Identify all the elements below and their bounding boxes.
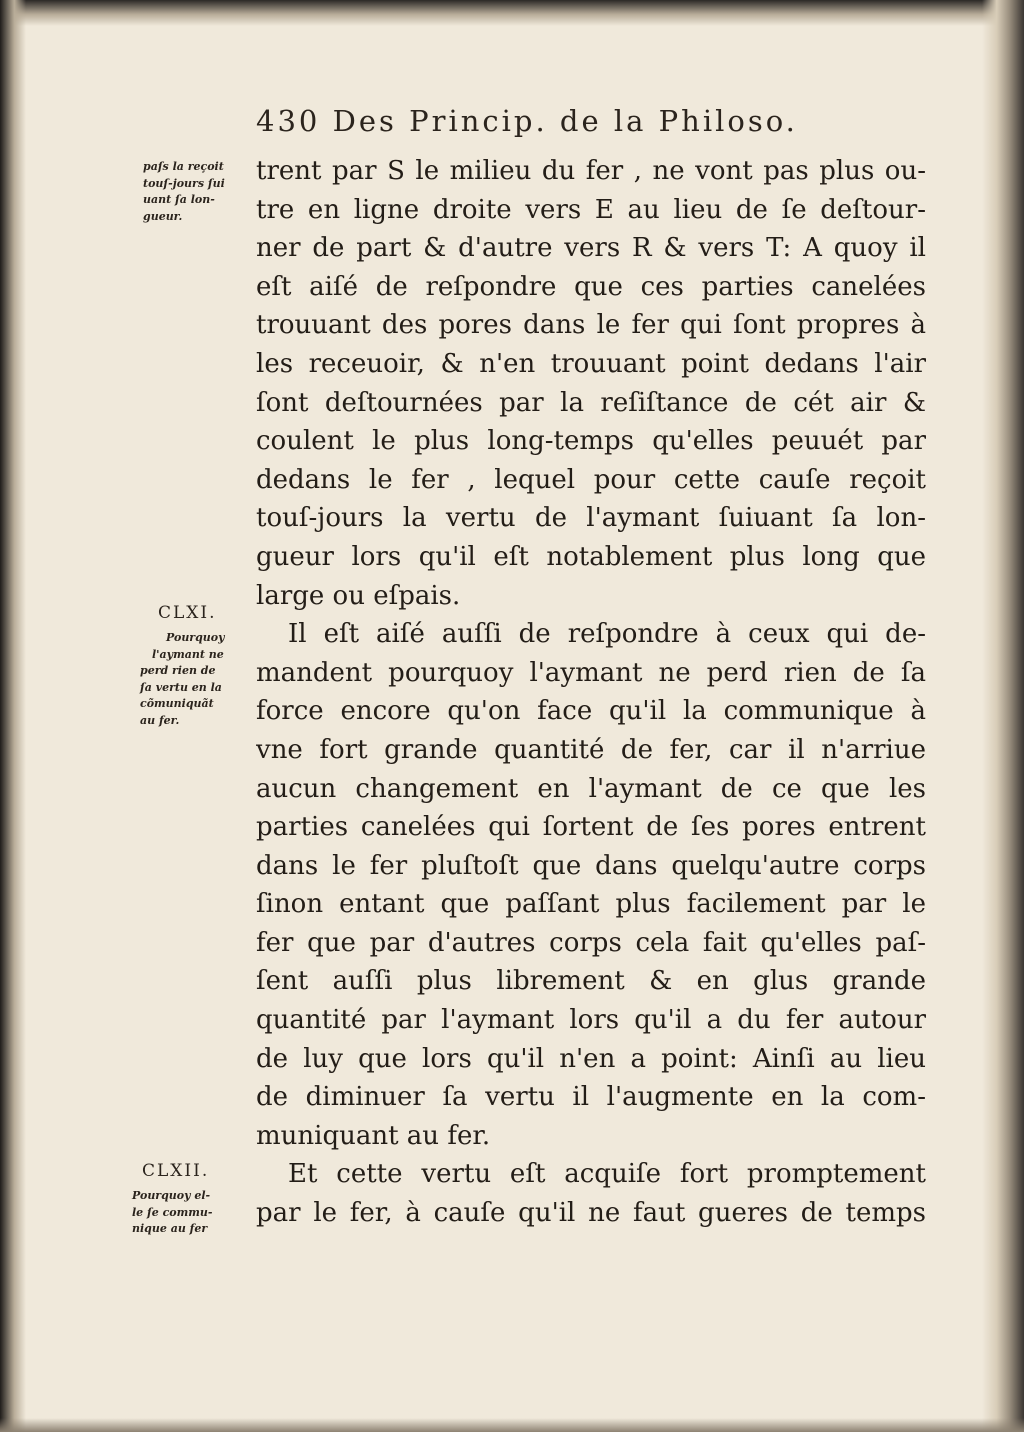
text-line: aucun changement en l'aymant de ce que les: [256, 773, 926, 804]
text-line: mandent pourquoy l'aymant ne perd rien de ſa: [256, 657, 926, 688]
text-line: ner de part & d'autre vers R & vers T: A quoy il: [256, 233, 926, 264]
text-line: touſ-jours la vertu de l'aymant ſuiuant ſa lon-: [256, 503, 926, 534]
margin-note-1: [143, 159, 225, 225]
text-line: ſinon entant que paſſant plus facilement par le: [256, 889, 926, 920]
margin-note-line: cõmuniquãt: [140, 697, 214, 710]
text-line: dedans le fer , lequel pour cette cauſe reçoit: [256, 464, 926, 495]
text-line: coulent le plus long-temps qu'elles peuuét par: [256, 426, 926, 457]
text-line: ſent auſſi plus librement & en glus grande: [256, 966, 926, 997]
margin-note-line: touſ-jours ſui: [143, 176, 225, 190]
margin-note-line: nique au fer: [132, 1222, 208, 1235]
margin-note-line: ſa vertu en la: [140, 680, 222, 694]
section-number-clxi: CLXI.: [158, 603, 217, 623]
text-line: Et cette vertu eſt acquiſe fort promptement: [288, 1159, 926, 1190]
text-line: ſont deſtournées par la reſiſtance de cét air &: [256, 387, 926, 418]
text-line: quantité par l'aymant lors qu'il a du fer autour: [256, 1005, 926, 1036]
page-edge-bottom: [0, 1418, 1024, 1432]
text-line: muniquant au fer.: [256, 1120, 491, 1151]
running-head: 430 Des Princip. de la Philoso.: [256, 104, 798, 138]
text-line: de diminuer ſa vertu il l'augmente en la com-: [256, 1082, 926, 1113]
text-line: parties canelées qui ſortent de ſes pores entrent: [256, 812, 926, 843]
text-line: large ou eſpais.: [256, 580, 461, 611]
page-edge-top: [0, 0, 1024, 26]
text-line: Il eſt aiſé auſſi de reſpondre à ceux qui de-: [288, 619, 926, 650]
text-line: force encore qu'on face qu'il la communique à: [256, 696, 926, 727]
text-line: gueur lors qu'il eſt notablement plus long que: [256, 541, 926, 572]
margin-note-2: [140, 630, 225, 729]
text-line: les receuoir, & n'en trouuant point dedans l'air: [256, 348, 926, 379]
text-line: par le fer, à cauſe qu'il ne faut gueres de temps: [256, 1198, 926, 1229]
text-line: trouuant des pores dans le fer qui ſont propres à: [256, 310, 926, 341]
page-edge-left: [0, 0, 26, 1432]
margin-note-line: le ſe commu-: [132, 1205, 213, 1219]
margin-note-line: uant ſa lon-: [143, 193, 215, 206]
text-line: dans le fer pluſtoſt que dans quelqu'autre corps: [256, 850, 926, 881]
margin-note-line: l'aymant ne: [152, 647, 224, 661]
margin-note-line: au fer.: [140, 713, 180, 727]
section-number-clxii: CLXII.: [142, 1161, 210, 1181]
margin-note-line: gueur.: [143, 209, 183, 223]
margin-note-line: Pourquoy: [166, 631, 225, 644]
margin-note-line: Pourquoy el-: [132, 1189, 211, 1202]
text-line: de luy que lors qu'il n'en a point: Ainſi au lieu: [256, 1043, 926, 1074]
margin-note-3: [132, 1188, 212, 1238]
text-line: tre en ligne droite vers E au lieu de ſe deſtour-: [256, 194, 926, 225]
margin-note-line: perd rien de: [140, 664, 216, 677]
page-gutter-right: [982, 0, 1024, 1432]
margin-note-line: paſs la reçoit: [143, 160, 224, 173]
text-line: fer que par d'autres corps cela fait qu'elles paſ-: [256, 927, 926, 958]
text-line: vne fort grande quantité de fer, car il n'arriue: [256, 734, 926, 765]
main-text: [256, 152, 926, 1233]
text-line: trent par S le milieu du fer , ne vont pas plus ou-: [256, 156, 926, 186]
text-line: eſt aiſé de reſpondre que ces parties canelées: [256, 271, 926, 302]
